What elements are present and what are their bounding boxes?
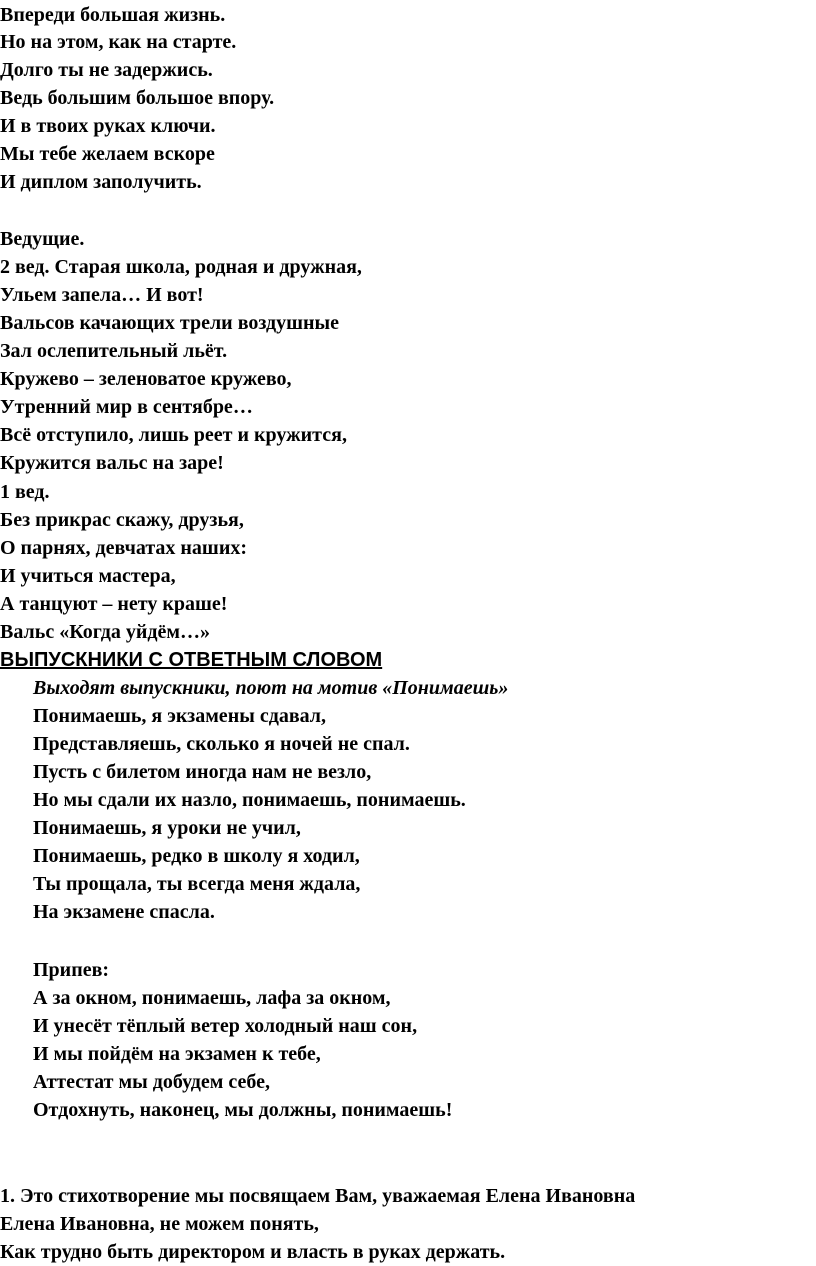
verse-line-5: Понимаешь, я уроки не учил, — [33, 817, 301, 839]
verse-line-8: На экзамене спасла. — [33, 901, 215, 923]
verse-line-6: Понимаешь, редко в школу я ходил, — [33, 845, 360, 867]
host2-line-1: 2 вед. Старая школа, родная и дружная, — [0, 256, 362, 278]
intro-line-7: И диплом заполучить. — [0, 171, 202, 193]
dedication-line-3: Как трудно быть директором и власть в руках держать. — [0, 1241, 506, 1263]
hosts-label: Ведущие. — [0, 228, 85, 250]
verse-line-2: Представляешь, сколько я ночей не спал. — [33, 733, 410, 755]
intro-line-5: И в твоих руках ключи. — [0, 115, 216, 137]
intro-line-3: Долго ты не задержись. — [0, 59, 213, 81]
intro-line-6: Мы тебе желаем вскоре — [0, 143, 215, 165]
stage-direction: Выходят выпускники, поют на мотив «Понимаешь» — [33, 677, 509, 699]
host1-line-5: Вальс «Когда уйдём…» — [0, 621, 211, 643]
section-heading: ВЫПУСКНИКИ С ОТВЕТНЫМ СЛОВОМ — [0, 649, 383, 671]
verse-line-4: Но мы сдали их назло, понимаешь, понимаешь. — [33, 789, 466, 811]
host2-line-8: Кружится вальс на заре! — [0, 452, 224, 474]
dedication-line-2: Елена Ивановна, не можем понять, — [0, 1213, 319, 1235]
host2-line-7: Всё отступило, лишь реет и кружится, — [0, 424, 347, 446]
host1-line-2: О парнях, девчатах наших: — [0, 537, 248, 559]
chorus-line-5: Отдохнуть, наконец, мы должны, понимаешь! — [33, 1099, 453, 1121]
chorus-label: Припев: — [33, 959, 110, 981]
host2-line-4: Зал ослепительный льёт. — [0, 340, 228, 362]
host1-line-4: А танцуют – нету краше! — [0, 593, 228, 615]
host2-line-6: Утренний мир в сентябре… — [0, 396, 253, 418]
verse-line-7: Ты прощала, ты всегда меня ждала, — [33, 873, 361, 895]
chorus-line-4: Аттестат мы добудем себе, — [33, 1071, 271, 1093]
intro-line-4: Ведь большим большое впору. — [0, 87, 275, 109]
intro-line-1: Впереди большая жизнь. — [0, 4, 226, 26]
dedication-line-1: 1. Это стихотворение мы посвящаем Вам, уважаемая Елена Ивановна — [0, 1185, 636, 1207]
host2-line-5: Кружево – зеленоватое кружево, — [0, 368, 292, 390]
host2-line-2: Ульем запела… И вот! — [0, 284, 204, 306]
verse-line-3: Пусть с билетом иногда нам не везло, — [33, 761, 372, 783]
host1-line-1: Без прикрас скажу, друзья, — [0, 509, 244, 531]
host1-line-3: И учиться мастера, — [0, 565, 176, 587]
chorus-line-1: А за окном, понимаешь, лафа за окном, — [33, 987, 391, 1009]
verse-line-1: Понимаешь, я экзамены сдавал, — [33, 705, 327, 727]
host1-label: 1 вед. — [0, 481, 50, 503]
chorus-line-2: И унесёт тёплый ветер холодный наш сон, — [33, 1015, 418, 1037]
chorus-line-3: И мы пойдём на экзамен к тебе, — [33, 1043, 321, 1065]
intro-line-2: Но на этом, как на старте. — [0, 31, 237, 53]
host2-line-3: Вальсов качающих трели воздушные — [0, 312, 340, 334]
